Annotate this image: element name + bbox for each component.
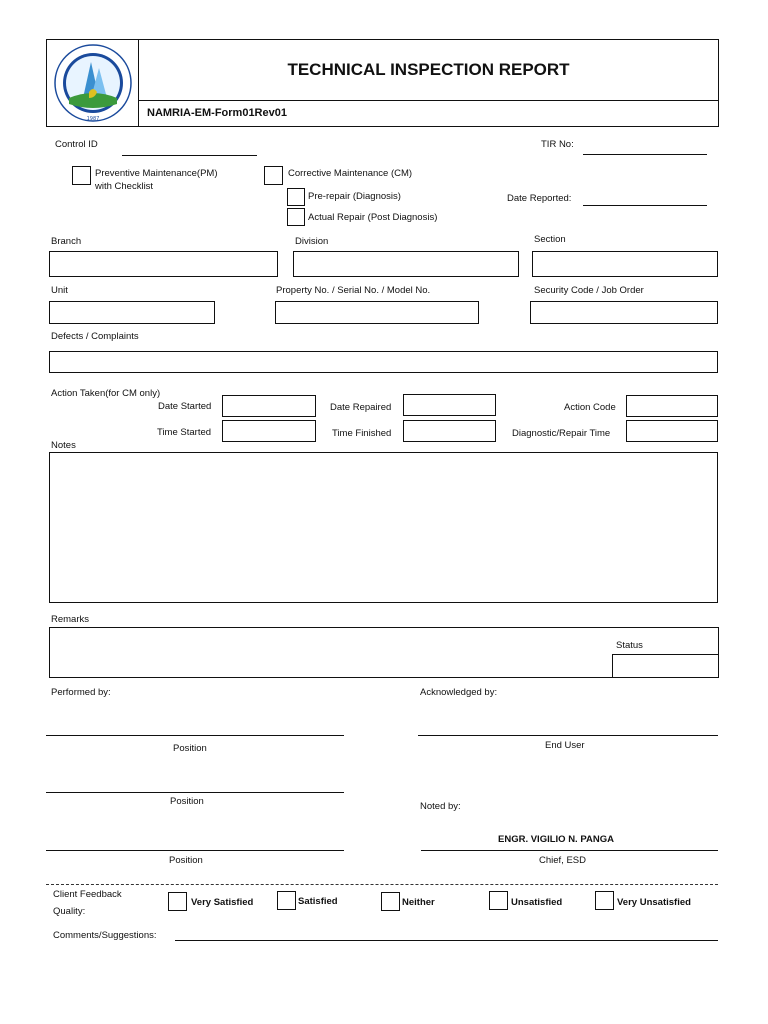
control-id-label: Control ID (55, 139, 98, 150)
pm-label: Preventive Maintenance(PM) (95, 168, 218, 179)
noted-by-label: Noted by: (420, 801, 461, 812)
prerepair-checkbox[interactable] (287, 188, 305, 206)
neither-checkbox[interactable] (381, 892, 400, 911)
date-started-label: Date Started (158, 401, 212, 412)
branch-field[interactable] (49, 251, 278, 277)
performed-by-label: Performed by: (51, 687, 111, 698)
comments-field[interactable] (175, 940, 718, 941)
performed-by-signature-line-3[interactable] (46, 850, 344, 851)
position-label-1: Position (173, 743, 207, 754)
noted-by-signature-line[interactable] (421, 850, 718, 851)
unit-field[interactable] (49, 301, 215, 324)
notes-field[interactable] (49, 452, 718, 603)
time-finished-field[interactable] (403, 420, 496, 442)
time-started-label: Time Started (157, 427, 212, 438)
notes-label: Notes (51, 440, 76, 451)
date-repaired-field[interactable] (403, 394, 496, 416)
acknowledged-by-label: Acknowledged by: (420, 687, 498, 698)
action-code-field[interactable] (626, 395, 718, 417)
division-label: Division (295, 236, 329, 247)
satisfied-label: Satisfied (298, 896, 338, 907)
action-taken-label: Action Taken(for CM only) (51, 388, 161, 399)
neither-label: Neither (402, 897, 435, 908)
form-code: NAMRIA-EM-Form01Rev01 (147, 107, 287, 119)
section-field[interactable] (532, 251, 718, 277)
remarks-label: Remarks (51, 614, 90, 625)
cm-label: Corrective Maintenance (CM) (288, 168, 413, 179)
status-label: Status (616, 640, 643, 651)
tir-no-field[interactable] (583, 154, 707, 155)
performed-by-signature-line-1[interactable] (46, 735, 344, 736)
date-reported-label: Date Reported: (507, 193, 572, 204)
branch-label: Branch (51, 236, 82, 247)
noted-name: ENGR. VIGILIO N. PANGA (498, 834, 614, 845)
defects-field[interactable] (49, 351, 718, 373)
unsatisfied-label: Unsatisfied (511, 897, 563, 908)
unit-label: Unit (51, 285, 68, 296)
end-user-label: End User (545, 740, 585, 751)
pm-checkbox[interactable] (72, 166, 91, 185)
logo-year: 1987 (86, 116, 100, 122)
pm-label-2: with Checklist (95, 181, 154, 192)
property-no-label: Property No. / Serial No. / Model No. (276, 285, 431, 296)
client-feedback-label: Client Feedback (53, 889, 122, 900)
satisfied-checkbox[interactable] (277, 891, 296, 910)
actual-repair-checkbox[interactable] (287, 208, 305, 226)
time-started-field[interactable] (222, 420, 316, 442)
diag-time-label: Diagnostic/Repair Time (512, 428, 611, 439)
diag-time-field[interactable] (626, 420, 718, 442)
tir-no-label: TIR No: (541, 139, 574, 150)
position-label-2: Position (170, 796, 204, 807)
prerepair-label: Pre-repair (Diagnosis) (308, 191, 401, 202)
feedback-divider (46, 884, 718, 885)
section-label: Section (534, 234, 566, 245)
very-unsatisfied-label: Very Unsatisfied (617, 897, 691, 908)
form-header (46, 39, 719, 127)
cm-checkbox[interactable] (264, 166, 283, 185)
page-title: TECHNICAL INSPECTION REPORT (139, 40, 718, 101)
date-reported-field[interactable] (583, 205, 707, 206)
security-code-label: Security Code / Job Order (534, 285, 644, 296)
very-satisfied-checkbox[interactable] (168, 892, 187, 911)
actual-repair-label: Actual Repair (Post Diagnosis) (308, 212, 438, 223)
security-code-field[interactable] (530, 301, 718, 324)
date-repaired-label: Date Repaired (330, 402, 392, 413)
status-field[interactable] (612, 654, 719, 678)
acknowledged-by-signature-line[interactable] (418, 735, 718, 736)
logo-cell (47, 40, 139, 126)
noted-title: Chief, ESD (539, 855, 586, 866)
quality-label: Quality: (53, 906, 86, 917)
very-satisfied-label: Very Satisfied (191, 897, 254, 908)
unsatisfied-checkbox[interactable] (489, 891, 508, 910)
position-label-3: Position (169, 855, 203, 866)
very-unsatisfied-checkbox[interactable] (595, 891, 614, 910)
control-id-field[interactable] (122, 155, 257, 156)
namria-logo (47, 40, 139, 126)
action-code-label: Action Code (564, 402, 616, 413)
comments-label: Comments/Suggestions: (53, 930, 157, 941)
time-finished-label: Time Finished (332, 428, 392, 439)
division-field[interactable] (293, 251, 519, 277)
defects-label: Defects / Complaints (51, 331, 139, 342)
performed-by-signature-line-2[interactable] (46, 792, 344, 793)
date-started-field[interactable] (222, 395, 316, 417)
property-no-field[interactable] (275, 301, 479, 324)
